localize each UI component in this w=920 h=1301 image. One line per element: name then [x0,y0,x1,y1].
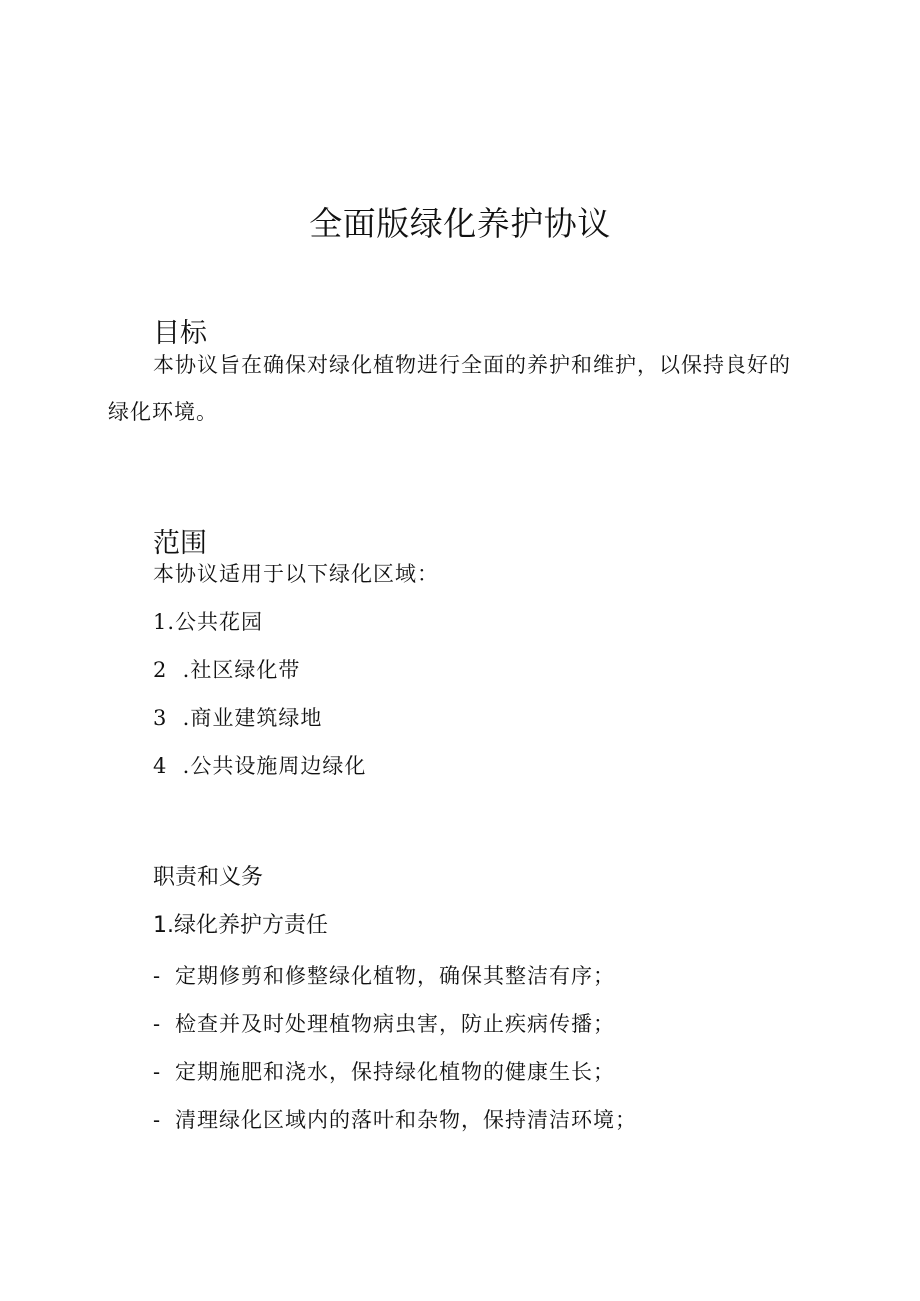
scope-list-item [153,654,300,686]
bullet-dash: - [153,1060,162,1084]
list-item-text: .公共设施周边绿化 [175,754,367,778]
list-number: 3 [153,706,168,730]
duty-item-text: 清理绿化区域内的落叶和杂物，保持清洁环境； [175,1108,637,1132]
bullet-dash: - [153,1012,162,1036]
duty-item-text: 定期施肥和浇水，保持绿化植物的健康生长； [175,1060,615,1084]
list-item-text: .商业建筑绿地 [175,706,323,730]
list-item-text: .社区绿化带 [175,658,301,682]
duty-item [153,960,615,992]
duty-item-text: 检查并及时处理植物病虫害，防止疾病传播； [175,1012,615,1036]
list-number: 2 [153,658,168,682]
list-item-text: 公共花园 [175,610,264,634]
scope-list-item [153,702,322,734]
bullet-dash: - [153,1108,162,1132]
duty-item [153,1056,615,1088]
scope-list-item [153,750,366,782]
scope-list-item [153,606,263,638]
scope-heading: 范围 [153,528,207,560]
duty-item [153,1104,637,1136]
scope-intro: 本协议适用于以下绿化区域： [153,562,439,586]
list-number: 1. [153,610,176,634]
duties-subheading: 1.绿化养护方责任 [153,913,328,938]
duty-item [153,1008,615,1040]
goal-heading: 目标 [153,318,207,350]
bullet-dash: - [153,964,162,988]
document-title: 全面版绿化养护协议 [309,204,611,244]
goal-paragraph: 本协议旨在确保对绿化植物进行全面的养护和维护，以保持良好的绿化环境。 [108,353,791,424]
duties-heading: 职责和义务 [153,865,264,890]
list-number: 4 [153,754,168,778]
duty-item-text: 定期修剪和修整绿化植物，确保其整洁有序； [175,964,615,988]
